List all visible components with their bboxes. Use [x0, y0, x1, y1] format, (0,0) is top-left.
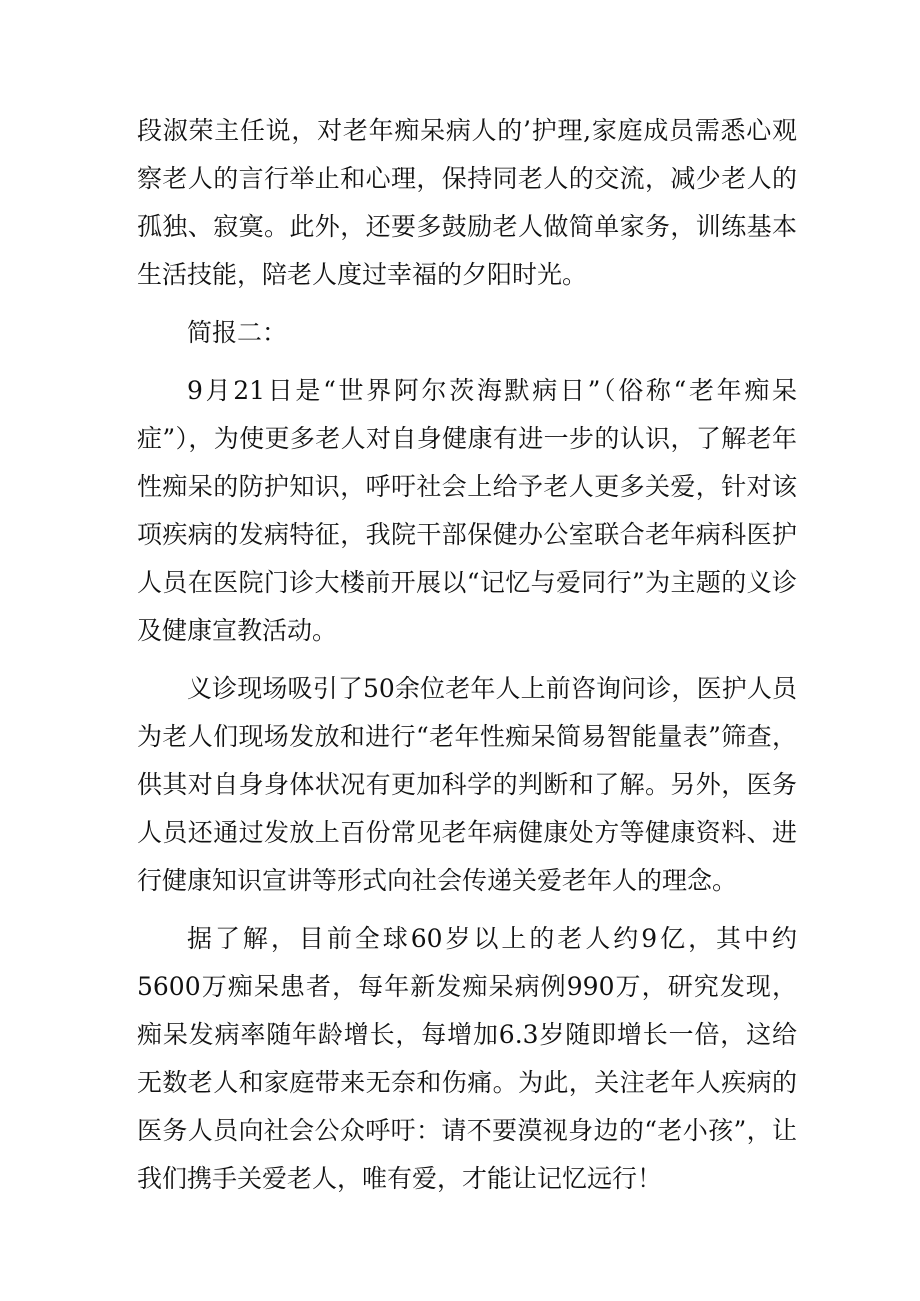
paragraph-care-advice: 段淑荣主任说，对老年痴呆病人的’护理,家庭成员需悉心观察老人的言行举止和心理，保持同老人的交流，减少老人的孤独、寂寞。此外，还要多鼓励老人做简单家务，训练基本生活技能，陪老人度过幸福的夕阳时光。	[137, 116, 797, 289]
document-body	[137, 107, 797, 1203]
paragraph-free-clinic: 义诊现场吸引了50余位老年人上前咨询问诊，医护人员为老人们现场发放和进行“老年性痴呆简易智能量表”筛查，供其对自身身体状况有更加科学的判断和了解。另外，医务人员还通过发放上百份常见老年病健康处方等健康资料、进行健康知识宣讲等形式向社会传递关爱老年人的理念。	[137, 674, 797, 895]
paragraph-alzheimers-day: 9月21日是“世界阿尔茨海默病日”（俗称“老年痴呆症”），为使更多老人对自身健康有进一步的认识，了解老年性痴呆的防护知识，呼吁社会上给予老人更多关爱，针对该项疾病的发病特征，我院干部保健办公室联合老年病科医护人员在医院门诊大楼前开展以“记忆与爱同行”为主题的义诊及健康宣教活动。	[137, 376, 797, 645]
section-heading-briefing-two: 简报二：	[187, 318, 288, 347]
paragraph-statistics: 据了解，目前全球60岁以上的老人约9亿，其中约5600万痴呆患者，每年新发痴呆病例990万，研究发现，痴呆发病率随年龄增长，每增加6.3岁随即增长一倍，这给无数老人和家庭带来无奈和伤痛。为此，关注老年人疾病的医务人员向社会公众呼吁：请不要漠视身边的“老小孩”，让我们携手关爱老人，唯有爱，才能让记忆远行！	[137, 924, 797, 1193]
